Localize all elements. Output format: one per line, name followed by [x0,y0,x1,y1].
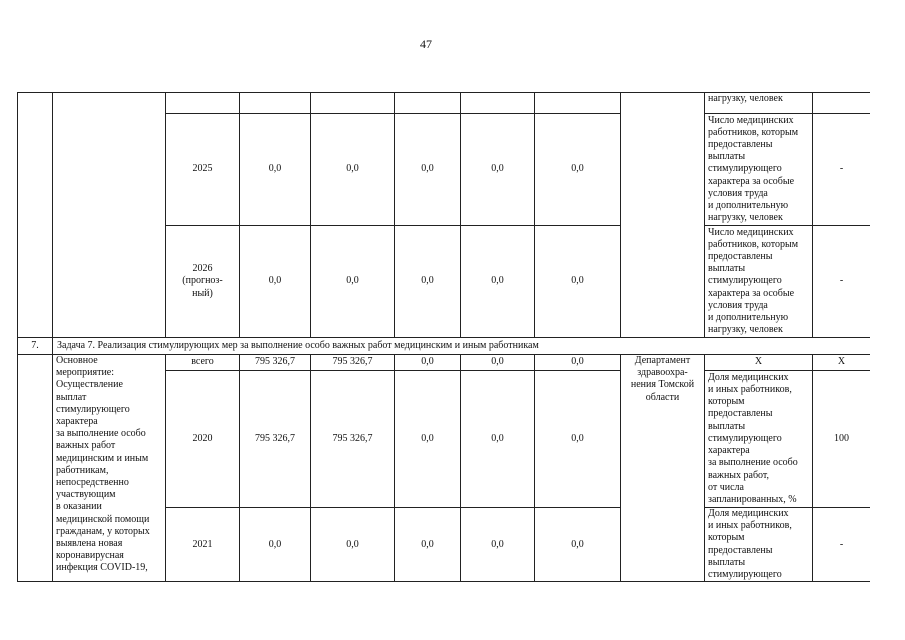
task-number: 7. [18,338,53,355]
page-number: 47 [420,37,432,51]
value-cell: 0,0 [535,508,621,582]
event-name-cell [53,93,166,338]
year-cell: 2021 [166,508,240,582]
value-cell: 795 326,7 [240,355,311,371]
table-frame [17,92,870,582]
indicator-cell: Х [705,355,813,371]
indicator-cell: Доля медицинских и иных работников, которым предоставлены выплаты стимулирующего характера за выполнение особо важных работ, от числа запланированных, % [705,371,813,508]
indicator-cell: Число медицинских работников, которым предоставлены выплаты стимулирующего характера за особые условия труда и дополнительную нагрузку, человек [705,226,813,338]
value-cell: 0,0 [240,114,311,226]
value-cell: 0,0 [535,371,621,508]
year-cell: всего [166,355,240,371]
value-cell: 0,0 [395,114,461,226]
task-row [18,338,871,355]
value-cell: 795 326,7 [311,371,395,508]
number-cell [18,93,53,338]
value-cell: 0,0 [461,114,535,226]
indicator-cell: Доля медицинских и иных работников, которым предоставлены выплаты стимулирующего [705,508,813,582]
value-cell: 0,0 [311,226,395,338]
value-cell: 0,0 [461,508,535,582]
value-cell: 0,0 [311,114,395,226]
target-cell: Х [813,355,871,371]
target-cell: - [813,226,871,338]
target-cell: - [813,508,871,582]
value-cell: 0,0 [461,371,535,508]
value-cell: 0,0 [461,226,535,338]
year-cell: 2020 [166,371,240,508]
value-cell: 0,0 [240,226,311,338]
value-cell: 0,0 [535,114,621,226]
table-row [18,355,871,371]
indicator-cell: нагрузку, человек [705,93,813,114]
value-cell: 0,0 [461,355,535,371]
value-cell: 0,0 [395,508,461,582]
value-cell: 0,0 [311,508,395,582]
target-cell: 100 [813,371,871,508]
event-name-cell: Основное мероприятие: Осуществление выплат стимулирующего характера за выполнение особо важных работ медицинским и иным работникам, непосредственно участвующим в оказании медицинской помощи гражданам, у которых выявлена новая коронавирусная инфекция COVID-19, [53,355,166,582]
value-cell: 0,0 [395,355,461,371]
value-cell: 0,0 [395,226,461,338]
program-table [17,92,870,582]
executor-cell: Департамент здравоохра- нения Томской области [621,355,705,582]
table-row [18,93,871,114]
target-cell: - [813,114,871,226]
value-cell: 0,0 [395,371,461,508]
task-title: Задача 7. Реализация стимулирующих мер за выполнение особо важных работ медицинским и иным работникам [53,338,871,355]
number-cell [18,355,53,582]
value-cell: 0,0 [240,508,311,582]
value-cell: 795 326,7 [311,355,395,371]
value-cell: 0,0 [535,226,621,338]
value-cell: 795 326,7 [240,371,311,508]
year-cell: 2025 [166,114,240,226]
year-cell: 2026 (прогноз- ный) [166,226,240,338]
value-cell: 0,0 [535,355,621,371]
indicator-cell: Число медицинских работников, которым предоставлены выплаты стимулирующего характера за особые условия труда и дополнительную нагрузку, человек [705,114,813,226]
executor-cell [621,93,705,338]
